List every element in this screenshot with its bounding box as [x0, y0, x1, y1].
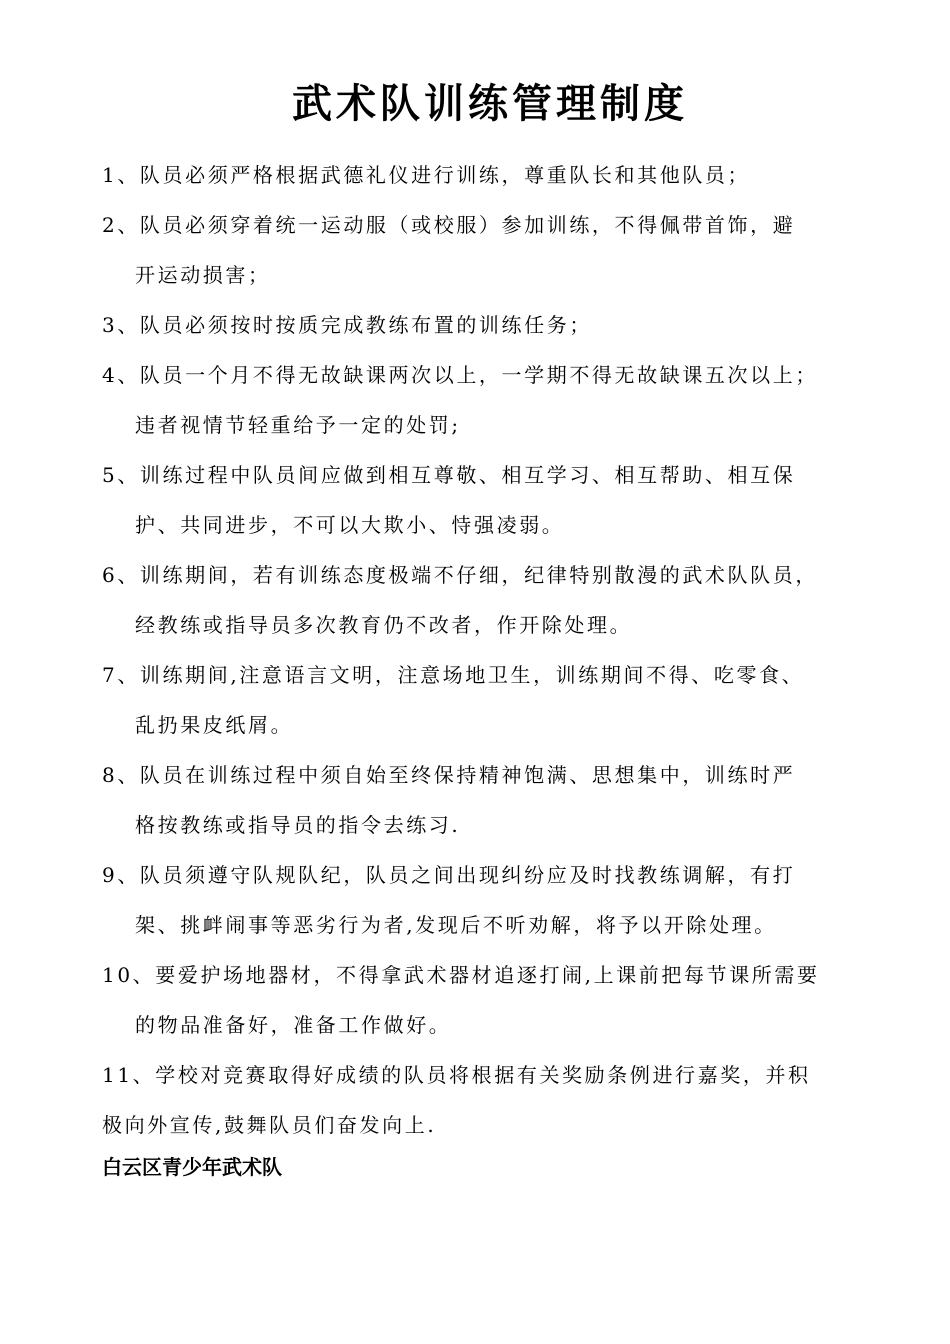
rule-text-continuation: 违者视情节轻重给予一定的处罚; — [135, 413, 461, 437]
rule-item — [102, 850, 892, 950]
document-title: 武术队训练管理制度 — [292, 80, 688, 127]
rule-item — [102, 750, 892, 850]
rule-text: 1、队员必须严格根据武德礼仪进行训练，尊重队长和其他队员； — [102, 163, 751, 187]
rule-text-continuation: 架、挑衅闹事等恶劣行为者,发现后不听劝解，将予以开除处理。 — [135, 913, 777, 937]
rule-text: 9、队员须遵守队规队纪，队员之间出现纠纷应及时找教练调解，有打 — [102, 863, 796, 887]
rule-text: 7、训练期间,注意语言文明，注意场地卫生，训练期间不得、吃零食、 — [102, 663, 805, 687]
signature: 白云区青少年武术队 — [102, 1155, 282, 1179]
rule-item — [102, 550, 892, 650]
rule-item — [102, 150, 892, 200]
rule-item — [102, 650, 892, 750]
rule-text-continuation: 极向外宣传,鼓舞队员们奋发向上. — [102, 1113, 437, 1137]
rule-text: 4、队员一个月不得无故缺课两次以上，一学期不得无故缺课五次以上； — [102, 363, 818, 387]
rule-item — [102, 200, 892, 300]
rule-text: 2、队员必须穿着统一运动服（或校服）参加训练，不得佩带首饰，避 — [102, 213, 796, 237]
rule-text: 3、队员必须按时按质完成教练布置的训练任务； — [102, 313, 592, 337]
rule-item — [102, 300, 892, 350]
rule-text: 5、训练过程中队员间应做到相互尊敬、相互学习、相互帮助、相互保 — [102, 463, 796, 487]
rule-list — [102, 150, 892, 1150]
rule-item — [102, 450, 892, 550]
rule-text-continuation: 经教练或指导员多次教育仍不改者，作开除处理。 — [135, 613, 633, 637]
rule-item — [102, 350, 892, 450]
rule-text-continuation: 的物品准备好，准备工作做好。 — [135, 1013, 452, 1037]
rule-text-continuation: 乱扔果皮纸屑。 — [135, 713, 294, 737]
rule-text: 8、队员在训练过程中须自始至终保持精神饱满、思想集中，训练时严 — [102, 763, 796, 787]
rule-text-continuation: 格按教练或指导员的指令去练习. — [135, 813, 461, 837]
rule-item — [102, 1050, 892, 1150]
rule-text: 11、学校对竞赛取得好成绩的队员将根据有关奖励条例进行嘉奖，并积 — [102, 1063, 811, 1087]
rule-text: 10、要爱护场地器材，不得拿武术器材追逐打闹,上课前把每节课所需要 — [102, 963, 820, 987]
rule-text-continuation: 开运动损害； — [135, 263, 271, 287]
rule-text-continuation: 护、共同进步，不可以大欺小、恃强凌弱。 — [135, 513, 565, 537]
rule-item — [102, 950, 892, 1050]
rule-text: 6、训练期间，若有训练态度极端不仔细，纪律特别散漫的武术队队员， — [102, 563, 818, 587]
